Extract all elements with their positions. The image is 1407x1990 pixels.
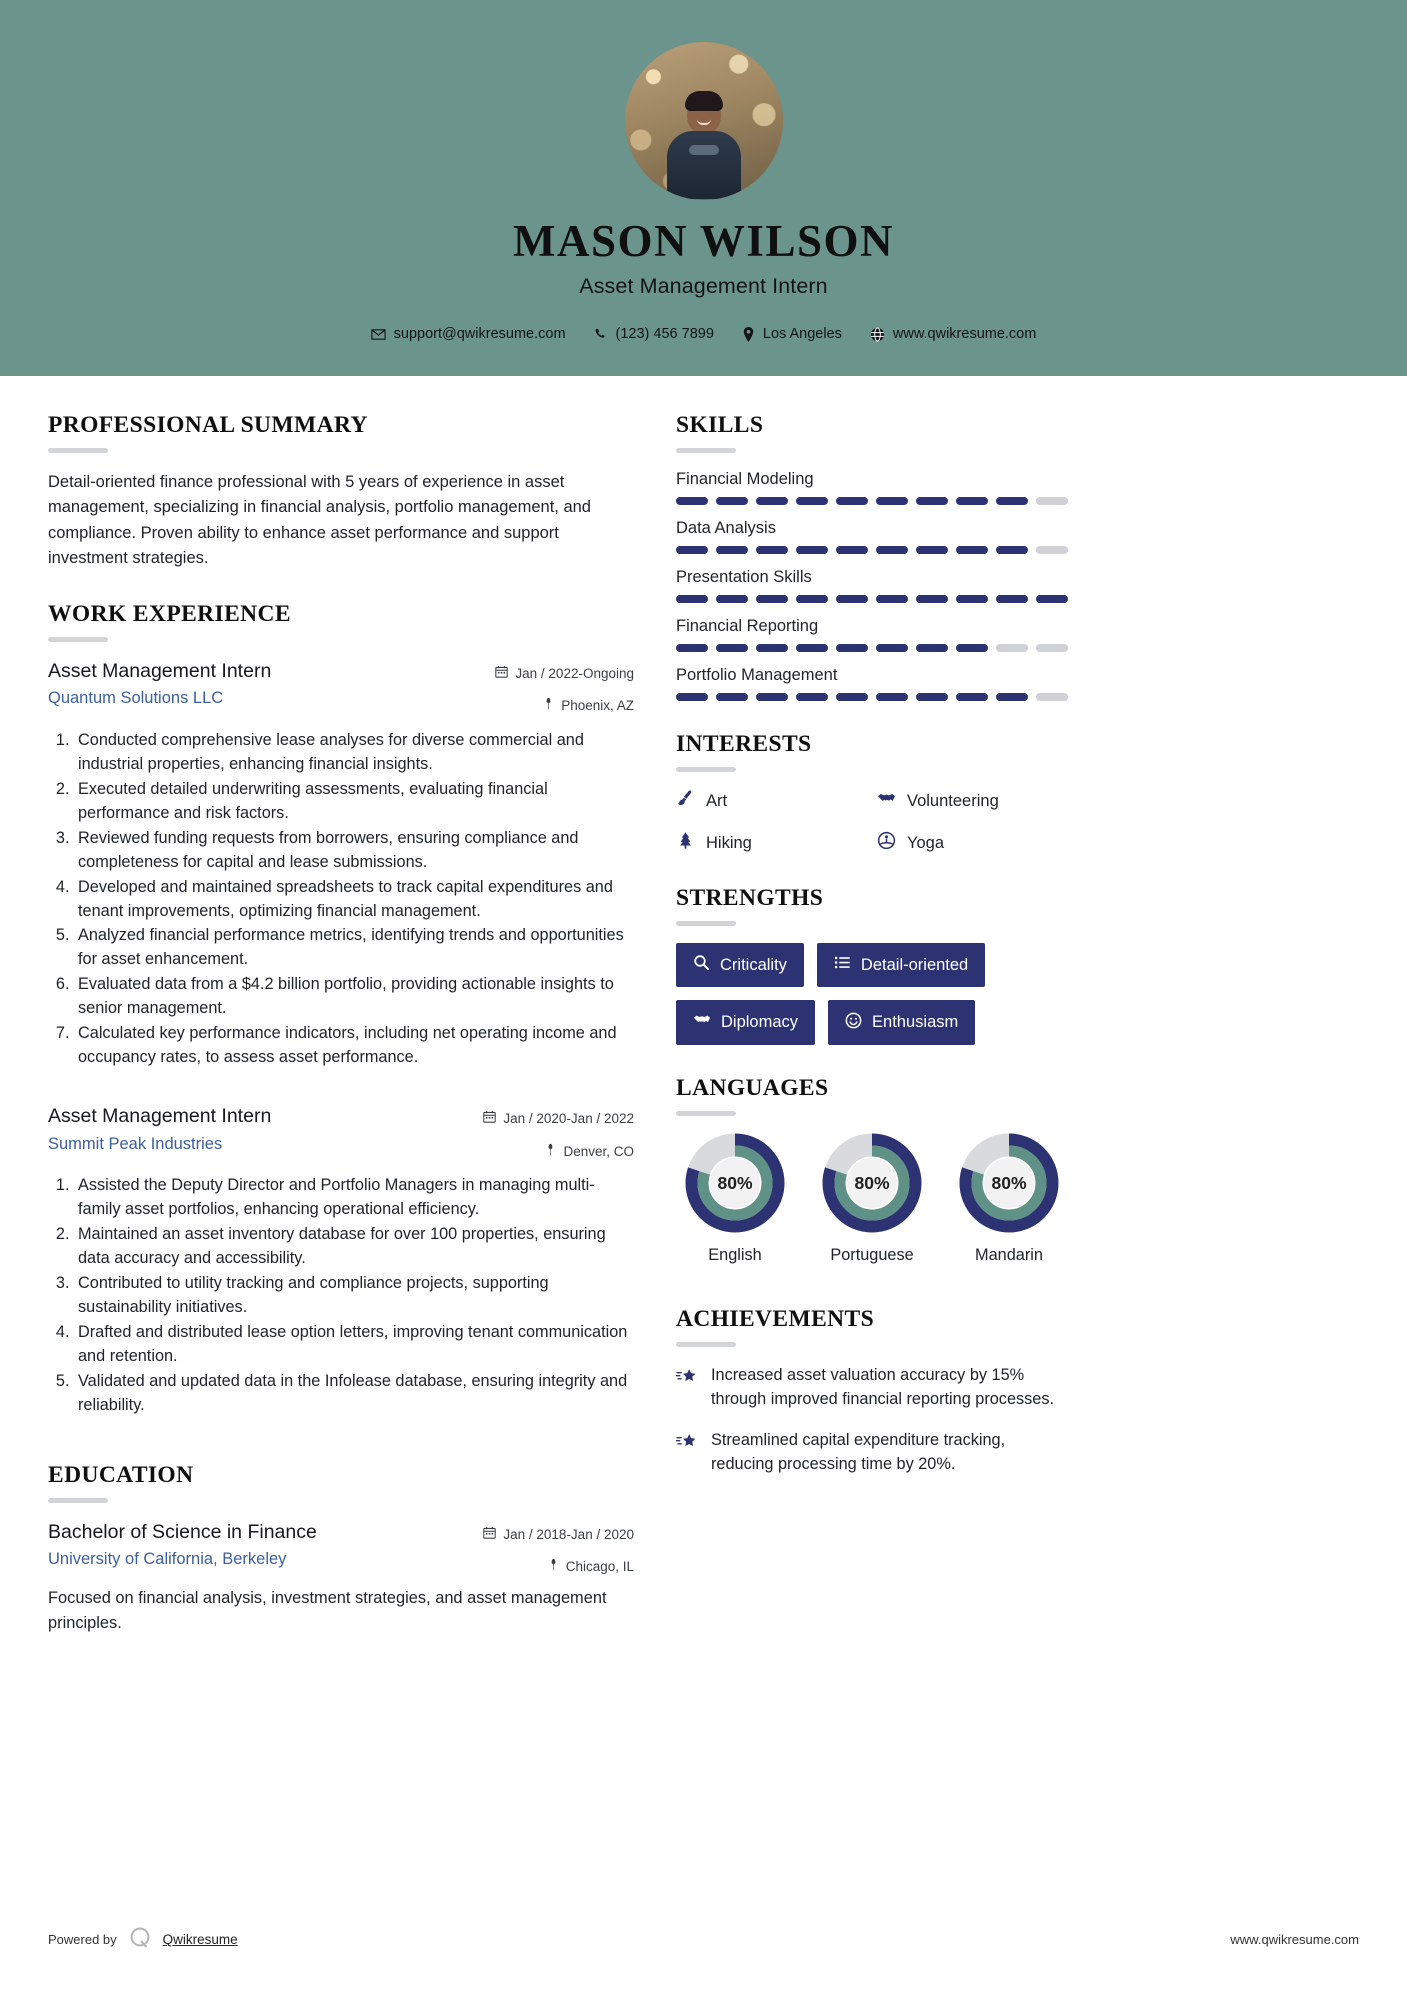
skill-segment	[676, 546, 708, 554]
skill-segment	[1036, 546, 1068, 554]
skill-segment	[796, 497, 828, 505]
left-column	[48, 412, 634, 1665]
skill-segment	[716, 546, 748, 554]
interest-item	[676, 831, 867, 855]
skill-segment	[836, 693, 868, 701]
job-dates-text: Jan / 2020-Jan / 2022	[503, 1111, 634, 1127]
section-work-experience	[48, 601, 634, 1418]
section-achievements	[676, 1306, 1068, 1477]
education-location	[483, 1557, 634, 1577]
skill-segment	[876, 497, 908, 505]
contact-bar	[0, 326, 1407, 342]
skill-item	[676, 666, 1068, 701]
job-organization: Summit Peak Industries	[48, 1134, 223, 1153]
experience-header	[48, 659, 634, 716]
skill-label: Portfolio Management	[676, 666, 838, 685]
skill-segment	[996, 497, 1028, 505]
contact-phone-text: (123) 456 7899	[615, 326, 714, 343]
contact-phone[interactable]	[594, 326, 714, 342]
job-role-subtitle: Asset Management Intern	[579, 274, 828, 299]
resume-header	[0, 0, 1407, 376]
language-progress-ring	[822, 1133, 922, 1233]
job-bullet: 3. Reviewed funding requests from borrowers, ensuring compliance and completeness for capital and lease submissions.	[74, 827, 634, 875]
skill-segment	[1036, 644, 1068, 652]
education-location-text: Chicago, IL	[565, 1559, 634, 1575]
contact-email-text: support@qwikresume.com	[393, 326, 566, 343]
section-underline	[676, 448, 736, 453]
envelope-icon	[371, 327, 386, 342]
education-dates-text: Jan / 2018-Jan / 2020	[503, 1526, 634, 1542]
skill-segment	[956, 497, 988, 505]
job-title: Asset Management Intern	[48, 659, 272, 682]
section-skills	[676, 412, 1068, 701]
skill-segment	[716, 693, 748, 701]
experience-header	[48, 1104, 634, 1161]
section-title: WORK EXPERIENCE	[48, 600, 291, 627]
skill-segment	[836, 497, 868, 505]
section-title: STRENGTHS	[676, 885, 824, 912]
skill-segment	[836, 595, 868, 603]
skill-segment	[916, 546, 948, 554]
right-column	[676, 412, 1068, 1507]
skill-label: Data Analysis	[676, 519, 776, 538]
shooting-star-icon	[676, 1429, 698, 1457]
job-bullet: 2. Executed detailed underwriting assessments, evaluating financial performance and risk factors.	[74, 778, 634, 826]
experience-entry	[48, 1104, 634, 1418]
job-title: Asset Management Intern	[48, 1105, 272, 1128]
section-title: LANGUAGES	[676, 1075, 829, 1102]
globe-icon	[870, 327, 885, 342]
skill-segment	[676, 644, 708, 652]
language-percent: 80%	[717, 1172, 753, 1193]
education-header	[48, 1520, 634, 1577]
skill-segment	[836, 644, 868, 652]
job-bullet: 7. Calculated key performance indicators, including net operating income and occupancy rates, to assess asset performance.	[74, 1022, 634, 1070]
footer-url: www.qwikresume.com	[1230, 1932, 1359, 1947]
section-interests	[676, 731, 1068, 855]
language-item	[813, 1133, 931, 1266]
section-professional-summary	[48, 412, 634, 570]
job-location	[495, 696, 634, 716]
job-bullet: 6. Evaluated data from a $4.2 billion portfolio, providing actionable insights to senior management.	[74, 973, 634, 1021]
job-bullet: 2. Maintained an asset inventory database for over 100 properties, ensuring data accuracy and accessibility.	[74, 1223, 634, 1271]
job-location	[483, 1142, 634, 1162]
skill-segment	[676, 497, 708, 505]
resume-body	[0, 376, 1407, 1665]
skill-item	[676, 519, 1068, 554]
smiley-icon	[845, 1012, 862, 1034]
tree-icon	[676, 831, 695, 855]
job-bullet: 5. Validated and updated data in the Infolease database, ensuring integrity and reliability.	[74, 1370, 634, 1418]
contact-website[interactable]	[870, 326, 1036, 342]
skill-rating	[676, 693, 1068, 701]
education-meta	[483, 1520, 634, 1577]
skill-segment	[756, 595, 788, 603]
skill-segment	[836, 546, 868, 554]
search-icon	[693, 954, 710, 976]
section-underline	[48, 448, 108, 453]
strength-badge	[676, 943, 804, 987]
skill-item	[676, 617, 1068, 652]
strength-label: Detail-oriented	[860, 955, 969, 974]
skill-segment	[796, 546, 828, 554]
skill-segment	[716, 644, 748, 652]
education-entry	[48, 1520, 634, 1635]
section-languages	[676, 1075, 1068, 1266]
qwikresume-logo-icon	[127, 1925, 153, 1954]
skill-segment	[876, 595, 908, 603]
skill-segment	[1036, 497, 1068, 505]
list-icon	[834, 954, 851, 976]
job-meta	[495, 659, 634, 716]
section-underline	[48, 1498, 108, 1503]
paintbrush-icon	[676, 789, 695, 813]
skill-segment	[876, 644, 908, 652]
skill-segment	[796, 595, 828, 603]
job-bullet-list	[74, 1174, 634, 1418]
section-underline	[676, 767, 736, 772]
powered-by-label: Powered by	[48, 1932, 117, 1947]
powered-by	[48, 1925, 238, 1954]
language-label: Mandarin	[975, 1246, 1043, 1265]
achievement-text: Increased asset valuation accuracy by 15% through improved financial reporting processes.	[711, 1366, 1054, 1409]
skill-rating	[676, 546, 1068, 554]
skill-segment	[996, 595, 1028, 603]
skill-segment	[756, 497, 788, 505]
calendar-icon	[495, 664, 508, 684]
interest-label: Volunteering	[907, 791, 999, 810]
skill-segment	[796, 693, 828, 701]
languages-list	[676, 1133, 1068, 1266]
section-underline	[676, 1342, 736, 1347]
skill-item	[676, 470, 1068, 505]
interest-item	[676, 789, 867, 813]
achievement-text: Streamlined capital expenditure tracking, reducing processing time by 20%.	[711, 1431, 1006, 1474]
skill-item	[676, 568, 1068, 603]
language-item	[950, 1133, 1068, 1266]
section-education	[48, 1462, 634, 1635]
skill-segment	[956, 693, 988, 701]
skill-segment	[996, 546, 1028, 554]
language-percent: 80%	[854, 1172, 890, 1193]
handshake-icon	[693, 1011, 711, 1034]
contact-location	[742, 326, 842, 342]
section-underline	[676, 921, 736, 926]
job-organization: Quantum Solutions LLC	[48, 689, 224, 708]
skill-segment	[996, 644, 1028, 652]
skill-segment	[876, 693, 908, 701]
avatar-portrait	[667, 96, 741, 200]
language-label: Portuguese	[830, 1246, 914, 1265]
skill-segment	[676, 693, 708, 701]
strength-badge	[817, 943, 985, 987]
contact-email[interactable]	[371, 326, 566, 342]
strength-badge	[828, 1000, 975, 1045]
calendar-icon	[483, 1525, 496, 1545]
interest-label: Hiking	[706, 833, 752, 852]
interest-label: Art	[706, 791, 728, 810]
section-title: EDUCATION	[48, 1461, 194, 1488]
contact-location-text: Los Angeles	[762, 326, 842, 343]
skill-segment	[756, 644, 788, 652]
skill-segment	[956, 546, 988, 554]
language-item	[676, 1133, 794, 1266]
section-title: SKILLS	[676, 412, 764, 439]
skill-segment	[716, 497, 748, 505]
pin-icon	[548, 1557, 559, 1577]
skill-rating	[676, 595, 1068, 603]
job-meta	[483, 1104, 634, 1161]
job-location-text: Phoenix, AZ	[561, 698, 634, 714]
qwikresume-brand-link[interactable]: Qwikresume	[162, 1932, 238, 1947]
page-title: MASON WILSON	[513, 216, 894, 266]
skill-segment	[716, 595, 748, 603]
pin-icon	[545, 1142, 556, 1162]
skill-label: Presentation Skills	[676, 568, 812, 587]
yoga-icon	[877, 831, 896, 855]
skill-segment	[676, 595, 708, 603]
avatar-hair	[685, 91, 723, 111]
section-title: PROFESSIONAL SUMMARY	[48, 412, 368, 439]
degree-title: Bachelor of Science in Finance	[48, 1520, 317, 1543]
education-dates	[483, 1525, 634, 1545]
skill-rating	[676, 644, 1068, 652]
skill-segment	[956, 595, 988, 603]
achievement-item	[676, 1429, 1068, 1477]
section-title: INTERESTS	[676, 731, 812, 758]
job-bullet: 1. Conducted comprehensive lease analyses for diverse commercial and industrial properties, enhancing financial insights.	[74, 729, 634, 777]
job-location-text: Denver, CO	[563, 1143, 634, 1159]
job-bullet: 4. Drafted and distributed lease option letters, improving tenant communication and retention.	[74, 1321, 634, 1369]
pin-icon	[543, 696, 554, 716]
strength-label: Diplomacy	[721, 1013, 799, 1032]
strengths-list	[676, 943, 1068, 1045]
avatar-smile	[697, 119, 711, 125]
language-label: English	[708, 1246, 762, 1265]
section-underline	[48, 637, 108, 642]
skill-segment	[916, 693, 948, 701]
interest-item	[877, 789, 1068, 813]
skill-label: Financial Modeling	[676, 470, 814, 489]
education-description: Focused on financial analysis, investment strategies, and asset management principles.	[48, 1588, 607, 1632]
skill-segment	[956, 644, 988, 652]
job-dates	[495, 664, 634, 684]
location-pin-icon	[742, 327, 755, 342]
skill-label: Financial Reporting	[676, 617, 819, 636]
skill-rating	[676, 497, 1068, 505]
language-percent: 80%	[991, 1172, 1027, 1193]
interest-label: Yoga	[907, 833, 945, 852]
job-bullet: 4. Developed and maintained spreadsheets to track capital expenditures and tenant improvements, optimizing financial management.	[74, 876, 634, 924]
job-dates-text: Jan / 2022-Ongoing	[515, 665, 634, 681]
skill-segment	[996, 693, 1028, 701]
job-dates	[483, 1109, 634, 1129]
school-name: University of California, Berkeley	[48, 1550, 287, 1569]
page-footer	[0, 1925, 1407, 1954]
skill-segment	[756, 693, 788, 701]
avatar-head	[687, 96, 721, 134]
job-bullet: 3. Contributed to utility tracking and compliance projects, supporting sustainability initiatives.	[74, 1272, 634, 1320]
skill-segment	[916, 497, 948, 505]
skill-segment	[916, 644, 948, 652]
contact-website-text: www.qwikresume.com	[892, 326, 1037, 343]
skill-segment	[916, 595, 948, 603]
skill-segment	[1036, 595, 1068, 603]
interests-grid	[676, 789, 1068, 855]
language-progress-ring	[685, 1133, 785, 1233]
job-bullet-list	[74, 729, 634, 1070]
job-bullet: 1. Assisted the Deputy Director and Portfolio Managers in managing multi-family asset portfolios, enhancing operational efficiency.	[74, 1174, 634, 1222]
calendar-icon	[483, 1109, 496, 1129]
language-progress-ring	[959, 1133, 1059, 1233]
achievement-item	[676, 1364, 1068, 1412]
skill-segment	[876, 546, 908, 554]
handshake-icon	[877, 789, 896, 813]
skill-segment	[1036, 693, 1068, 701]
avatar-body	[667, 131, 741, 199]
summary-text: Detail-oriented finance professional with 5 years of experience in asset management, specializing in financial analysis, portfolio management, and compliance. Proven ability to enhance asset performance and support investment strategies.	[48, 473, 591, 567]
strength-label: Enthusiasm	[872, 1013, 959, 1032]
interest-item	[877, 831, 1068, 855]
job-bullet: 5. Analyzed financial performance metrics, identifying trends and opportunities for asset enhancement.	[74, 924, 634, 972]
experience-entry	[48, 659, 634, 1070]
shooting-star-icon	[676, 1364, 698, 1392]
skill-segment	[756, 546, 788, 554]
strength-label: Criticality	[720, 955, 787, 974]
avatar	[625, 42, 783, 200]
strength-badge	[676, 1000, 815, 1045]
section-underline	[676, 1111, 736, 1116]
skill-segment	[796, 644, 828, 652]
section-strengths	[676, 885, 1068, 1045]
section-title: ACHIEVEMENTS	[676, 1306, 875, 1333]
phone-icon	[594, 327, 608, 341]
